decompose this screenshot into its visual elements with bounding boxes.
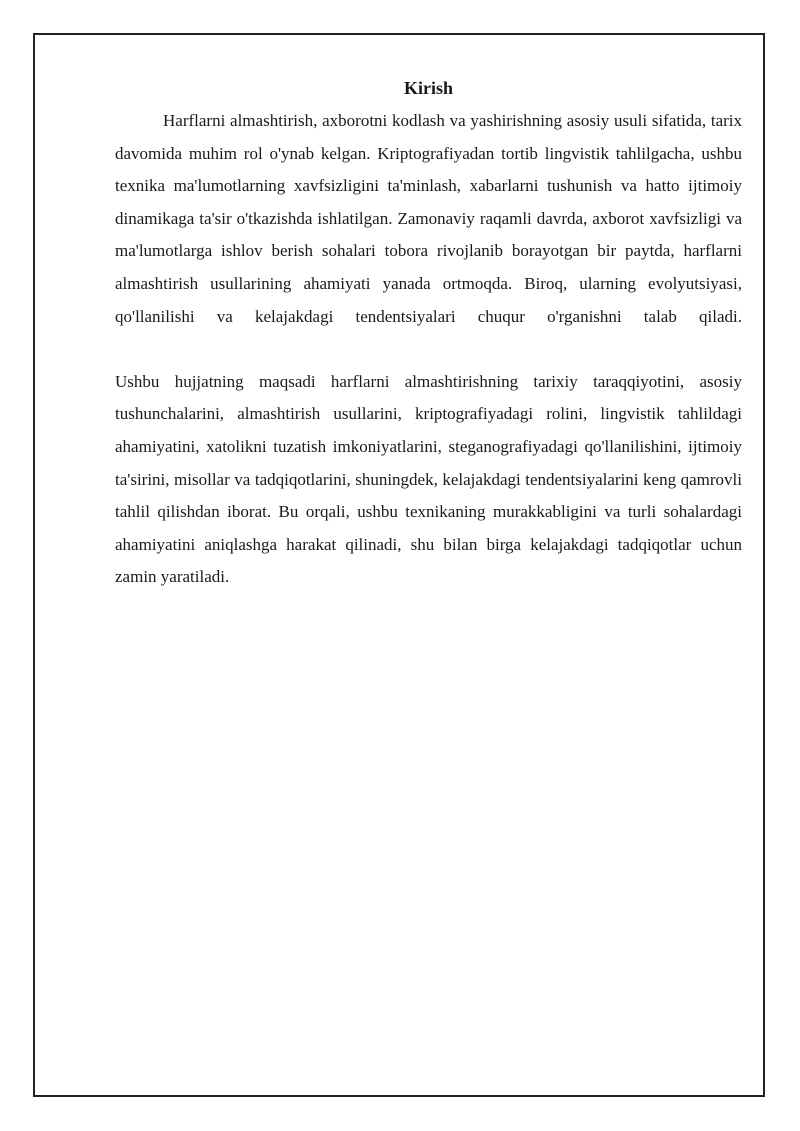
paragraph-introduction: Harflarni almashtirish, axborotni kodlash va yashirishning asosiy usuli sifatida, tarix davomida muhim rol o'ynab kelgan. Kriptografiyadan tortib lingvistik tahlilgacha, ushbu texnika ma'lumotlarning xavfsizligini ta'minlash, xabarlarni tushunish va hatto ijtimoiy dinamikaga ta'sir o'tkazishda ishlatilgan. Zamonaviy raqamli davrda, axborot xavfsizligi va ma'lumotlarga ishlov berish sohalari tobora rivojlanib borayotgan bir paytda, harflarni almashtirish usullarining ahamiyati yanada ortmoqda. Biroq, ularning evolyutsiyasi, qo'llanilishi va kelajakdagi tendentsiyalari chuqur o'rganishni talab qiladi. — [115, 111, 742, 326]
paragraph-purpose: Ushbu hujjatning maqsadi harflarni almashtirishning tarixiy taraqqiyotini, asosiy tushunchalarini, almashtirish usullarini, kriptografiyadagi rolini, lingvistik tahlildagi ahamiyatini, xatolikni tuzatish imkoniyatlarini, steganografiyadagi qo'llanilishini, ijtimoiy ta'sirini, misollar va tadqiqotlarini, shuningdek, kelajakdagi tendentsiyalarini keng qamrovli tahlil qilishdan iborat. Bu orqali, ushbu texnikaning murakkabligini va turli sohalardagi ahamiyatini aniqlashga harakat qilinadi, shu bilan birga kelajakdagi tadqiqotlar uchun zamin yaratiladi. — [115, 371, 742, 587]
document-body — [115, 76, 742, 594]
document-title: Kirish — [403, 78, 453, 98]
paragraph-spacer — [115, 333, 742, 366]
